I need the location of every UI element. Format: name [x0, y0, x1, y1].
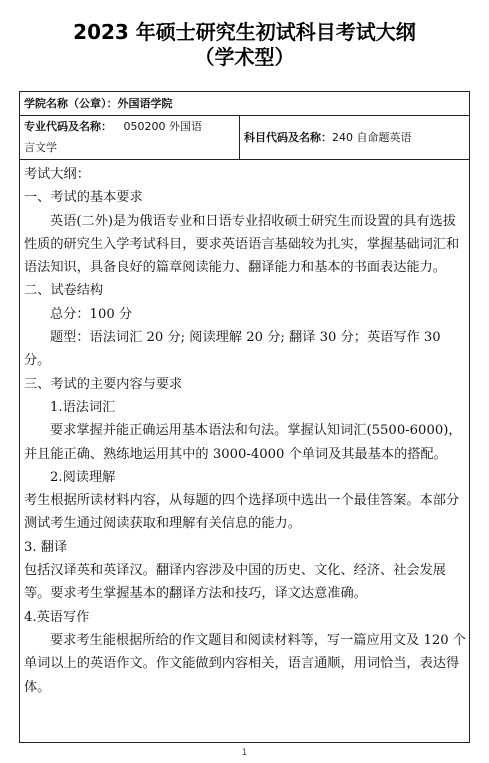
table-divider-vertical: [239, 115, 240, 159]
section-3-title: 三、考试的主要内容与要求: [24, 376, 183, 392]
page-number: 1: [241, 748, 248, 758]
subject-label: 科目代码及名称：: [244, 131, 332, 144]
page-subtitle: （学术型）: [194, 45, 295, 69]
subsection-4-title: 4.英语写作: [24, 609, 90, 625]
major-value: 050200 外国语: [123, 120, 202, 133]
table-divider: [20, 159, 469, 160]
school-value: 外国语学院: [117, 97, 173, 110]
school-row: [24, 93, 173, 114]
outline-table: [19, 91, 470, 743]
section-1-body: 英语(二外)是为俄语专业和日语专业招收硕士研究生而设置的具有选拔性质的研究生入学考试科目，要求英语语言基础较为扎实，掌握基础词汇和语法知识，具备良好的篇章阅读能力、翻译能力和基本的书面表达能力。: [24, 213, 460, 276]
subsection-2-body: 考生根据所读材料内容，从每题的四个选择项中选出一个最佳答案。本部分测试考生通过阅读获取和理解有关信息的能力。: [24, 493, 460, 532]
subsection-1-title: 1.语法词汇: [50, 399, 116, 415]
major-label: 专业代码及名称：: [24, 120, 112, 133]
subsection-4-body: 要求考生能根据所给的作文题目和阅读材料等，写一篇应用文及 120 个单词以上的英语作文。作文能做到内容相关，语言通顺，用词恰当，表达得体。: [24, 632, 466, 695]
major-value-continued: 言文学: [24, 141, 57, 154]
subsection-3-title: 3. 翻译: [24, 539, 68, 555]
section-2-types: 题型：语法词汇 20 分; 阅读理解 20 分; 翻译 30 分；英语写作 30 分。: [24, 330, 441, 369]
subject-cell: [244, 127, 412, 148]
section-1-title: 一、考试的基本要求: [24, 190, 143, 206]
outline-heading: 考试大纲：: [24, 167, 90, 182]
subsection-3-body: 包括汉译英和英译汉。翻译内容涉及中国的历史、文化、经济、社会发展等。要求考生掌握基本的翻译方法和技巧，译文达意准确。: [24, 563, 446, 602]
major-cell: [24, 116, 236, 137]
outline-body: [24, 163, 466, 699]
section-2-total: 总分：100 分: [50, 306, 133, 322]
subsection-2-title: 2.阅读理解: [50, 469, 116, 485]
subsection-1-body: 要求掌握并能正确运用基本语法和句法。掌握认知词汇(5500-6000)，并且能正确、熟练地运用其中的 3000-4000 个单词及其最基本的搭配。: [24, 423, 462, 462]
page-title: 2023 年硕士研究生初试科目考试大纲: [73, 20, 416, 44]
section-2-title: 二、试卷结构: [24, 283, 104, 299]
subject-value: 240 自命题英语: [332, 131, 412, 144]
school-label: 学院名称（公章）：: [24, 97, 118, 110]
